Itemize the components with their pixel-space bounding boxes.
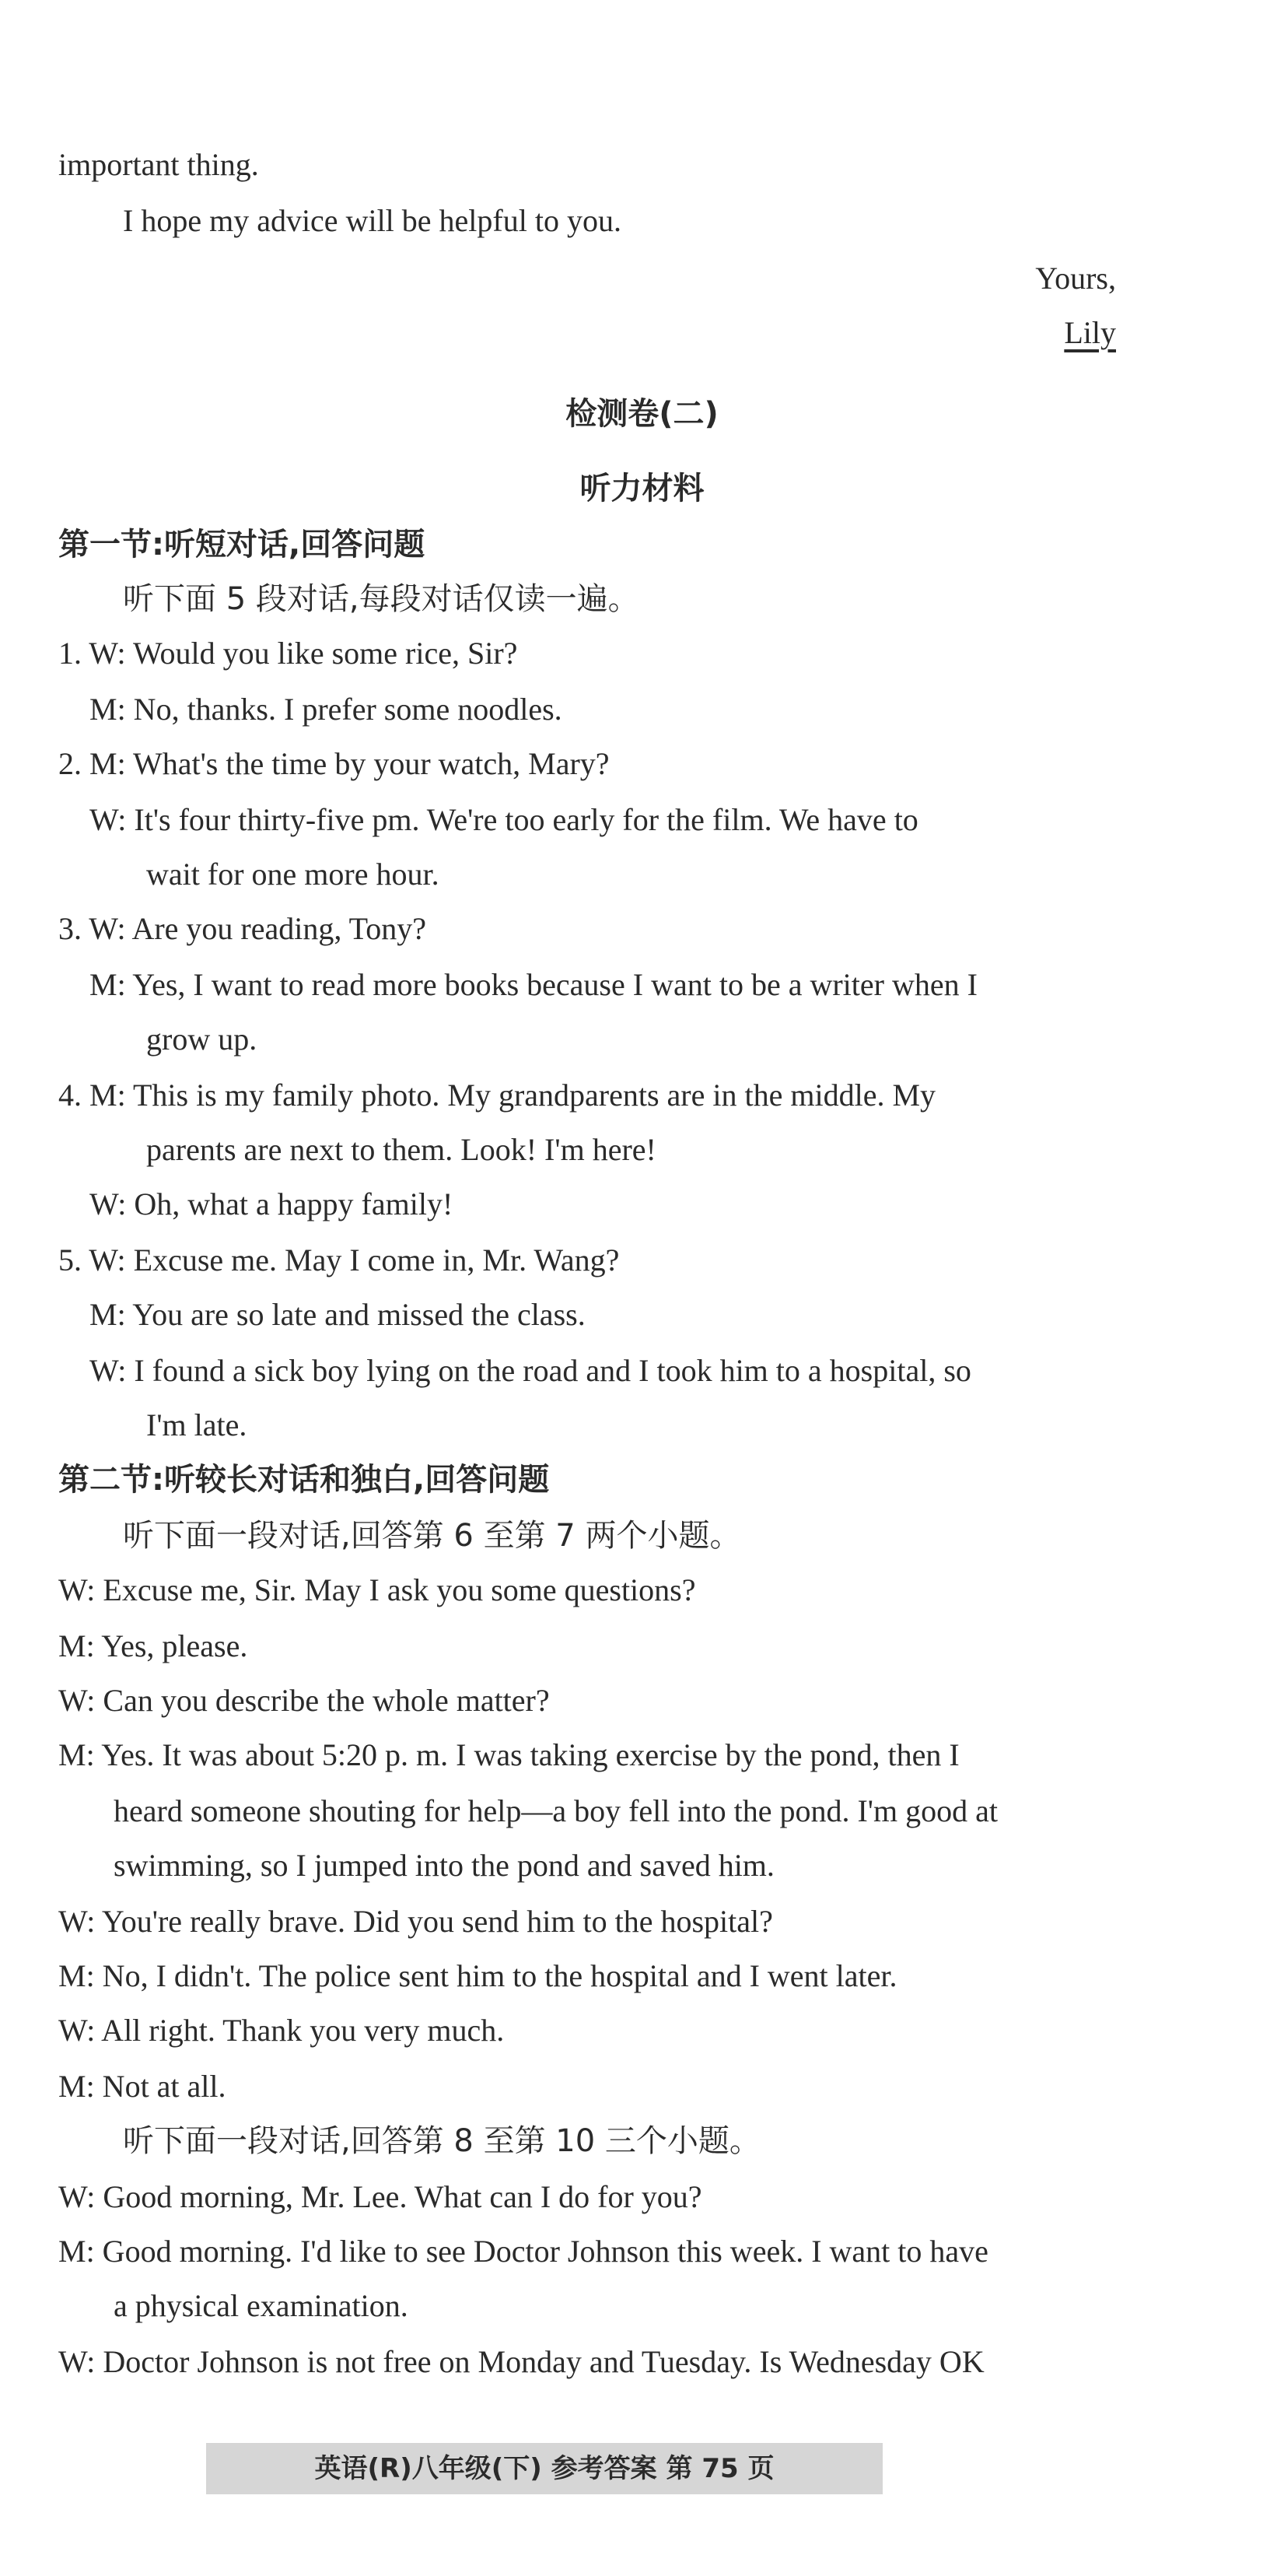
text-line: grow up. [146, 1022, 257, 1057]
text-line: M: Yes, I want to read more books because I want to be a writer when I [89, 967, 978, 1002]
text-line: 听下面一段对话,回答第 6 至第 7 两个小题。 [123, 1518, 741, 1554]
text-line: 听力材料 [579, 471, 705, 506]
text-line: W: You're really brave. Did you send him to the hospital? [58, 1904, 773, 1939]
text-line: 2. M: What's the time by your watch, Mary? [58, 746, 610, 781]
text-line: 检测卷(二) [565, 396, 719, 432]
text-line: a physical examination. [114, 2288, 408, 2323]
text-line: I'm late. [146, 1407, 247, 1442]
text-line: W: Good morning, Mr. Lee. What can I do for you? [58, 2179, 702, 2214]
text-line: M: Yes. It was about 5:20 p. m. I was taking exercise by the pond, then I [58, 1737, 960, 1772]
text-line: W: Can you describe the whole matter? [58, 1683, 550, 1718]
text-line: W: Oh, what a happy family! [89, 1186, 453, 1221]
text-line: M: No, thanks. I prefer some noodles. [89, 692, 562, 727]
text-line: W: All right. Thank you very much. [58, 2013, 505, 2048]
text-line: M: Good morning. I'd like to see Doctor Johnson this week. I want to have [58, 2234, 988, 2269]
text-line: M: You are so late and missed the class. [89, 1297, 586, 1332]
text-line: 第一节:听短对话,回答问题 [58, 527, 425, 563]
text-line: Yours, [1035, 261, 1116, 296]
text-line: 4. M: This is my family photo. My grandparents are in the middle. My [58, 1078, 936, 1113]
text-line: Lily [1064, 315, 1116, 350]
text-line: W: I found a sick boy lying on the road and I took him to a hospital, so [89, 1353, 971, 1388]
text-line: W: Excuse me, Sir. May I ask you some questions? [58, 1572, 696, 1607]
text-line: swimming, so I jumped into the pond and saved him. [114, 1848, 775, 1883]
text-line: 听下面 5 段对话,每段对话仅读一遍。 [123, 581, 639, 617]
text-line: 5. W: Excuse me. May I come in, Mr. Wang? [58, 1242, 620, 1277]
text-line: 听下面一段对话,回答第 8 至第 10 三个小题。 [123, 2123, 761, 2159]
text-line: M: Not at all. [58, 2069, 226, 2104]
text-line: W: Doctor Johnson is not free on Monday and Tuesday. Is Wednesday OK [58, 2344, 985, 2379]
text-line: W: It's four thirty-five pm. We're too early for the film. We have to [89, 802, 918, 837]
text-line: 第二节:听较长对话和独白,回答问题 [58, 1462, 550, 1498]
text-line: M: No, I didn't. The police sent him to the hospital and I went later. [58, 1958, 897, 1993]
text-line: I hope my advice will be helpful to you. [123, 203, 621, 238]
text-line: heard someone shouting for help—a boy fell into the pond. I'm good at [114, 1793, 998, 1828]
text-line: parents are next to them. Look! I'm here! [146, 1132, 656, 1167]
text-line: 1. W: Would you like some rice, Sir? [58, 636, 518, 671]
text-line: important thing. [58, 147, 259, 182]
text-line: wait for one more hour. [146, 857, 439, 892]
text-line: 3. W: Are you reading, Tony? [58, 911, 427, 946]
text-line: M: Yes, please. [58, 1628, 248, 1663]
page-footer: 英语(R)八年级(下) 参考答案 第 75 页 [206, 2443, 883, 2494]
